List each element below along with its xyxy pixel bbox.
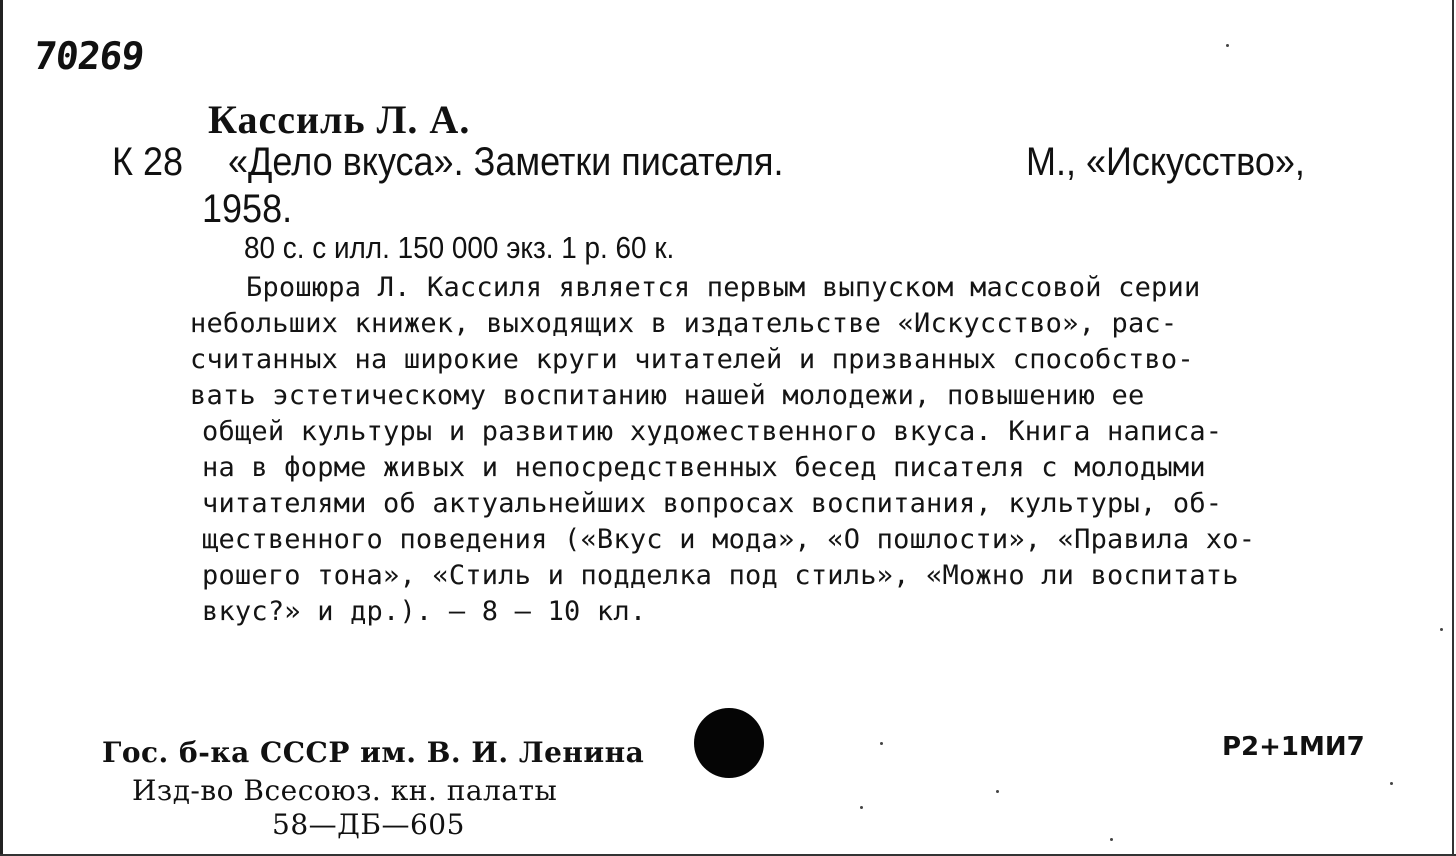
call-number: К 28 bbox=[112, 140, 184, 184]
dust-speck bbox=[880, 742, 883, 745]
annotation bbox=[190, 270, 1376, 630]
card-left-edge bbox=[0, 0, 3, 856]
book-title: «Дело вкуса». Заметки писателя. bbox=[228, 140, 784, 184]
annotation-line: вать эстетическому воспитанию нашей молодежи, повышению ее bbox=[190, 380, 1145, 411]
annotation-line: небольших книжек, выходящих в издательстве «Искусство», рас- bbox=[190, 308, 1178, 339]
dust-speck bbox=[1110, 838, 1113, 841]
dust-speck bbox=[1226, 44, 1229, 47]
annotation-line: Брошюра Л. Кассиля является первым выпуском массовой серии bbox=[246, 272, 1201, 303]
imprint: М., «Искусство», bbox=[1026, 140, 1305, 184]
library-name: Гос. б-ка СССР им. В. И. Ленина bbox=[102, 736, 645, 769]
dust-speck bbox=[860, 806, 863, 809]
annotation-line: на в форме живых и непосредственных бесед писателя с молодыми bbox=[202, 452, 1206, 483]
card-number: 58—ДБ—605 bbox=[272, 808, 465, 841]
annotation-line: читателями об актуальнейших вопросах воспитания, культуры, об- bbox=[202, 488, 1223, 519]
handwritten-number: 70269 bbox=[31, 34, 146, 78]
dust-speck bbox=[1390, 782, 1393, 785]
annotation-line: общей культуры и развитию художественного вкуса. Книга написа- bbox=[202, 416, 1223, 447]
card-right-edge bbox=[1452, 0, 1454, 856]
publication-year: 1958. bbox=[202, 187, 293, 231]
punch-hole bbox=[694, 708, 764, 778]
classification-code: Р2+1МИ7 bbox=[1222, 732, 1365, 762]
dust-speck bbox=[1440, 628, 1443, 631]
collation: 80 с. с илл. 150 000 экз. 1 р. 60 к. bbox=[244, 230, 675, 265]
card-publisher: Изд-во Всесоюз. кн. палаты bbox=[132, 774, 558, 807]
annotation-line: щественного поведения («Вкус и мода», «О пошлости», «Правила хо- bbox=[202, 524, 1256, 555]
annotation-line: рошего тона», «Стиль и подделка под стиль», «Можно ли воспитать bbox=[202, 560, 1239, 591]
dust-speck bbox=[996, 790, 999, 793]
author-heading: Кассиль Л. А. bbox=[208, 97, 471, 142]
annotation-line: считанных на широкие круги читателей и призванных способство- bbox=[190, 344, 1194, 375]
annotation-line: вкус?» и др.). — 8 — 10 кл. bbox=[202, 596, 647, 627]
